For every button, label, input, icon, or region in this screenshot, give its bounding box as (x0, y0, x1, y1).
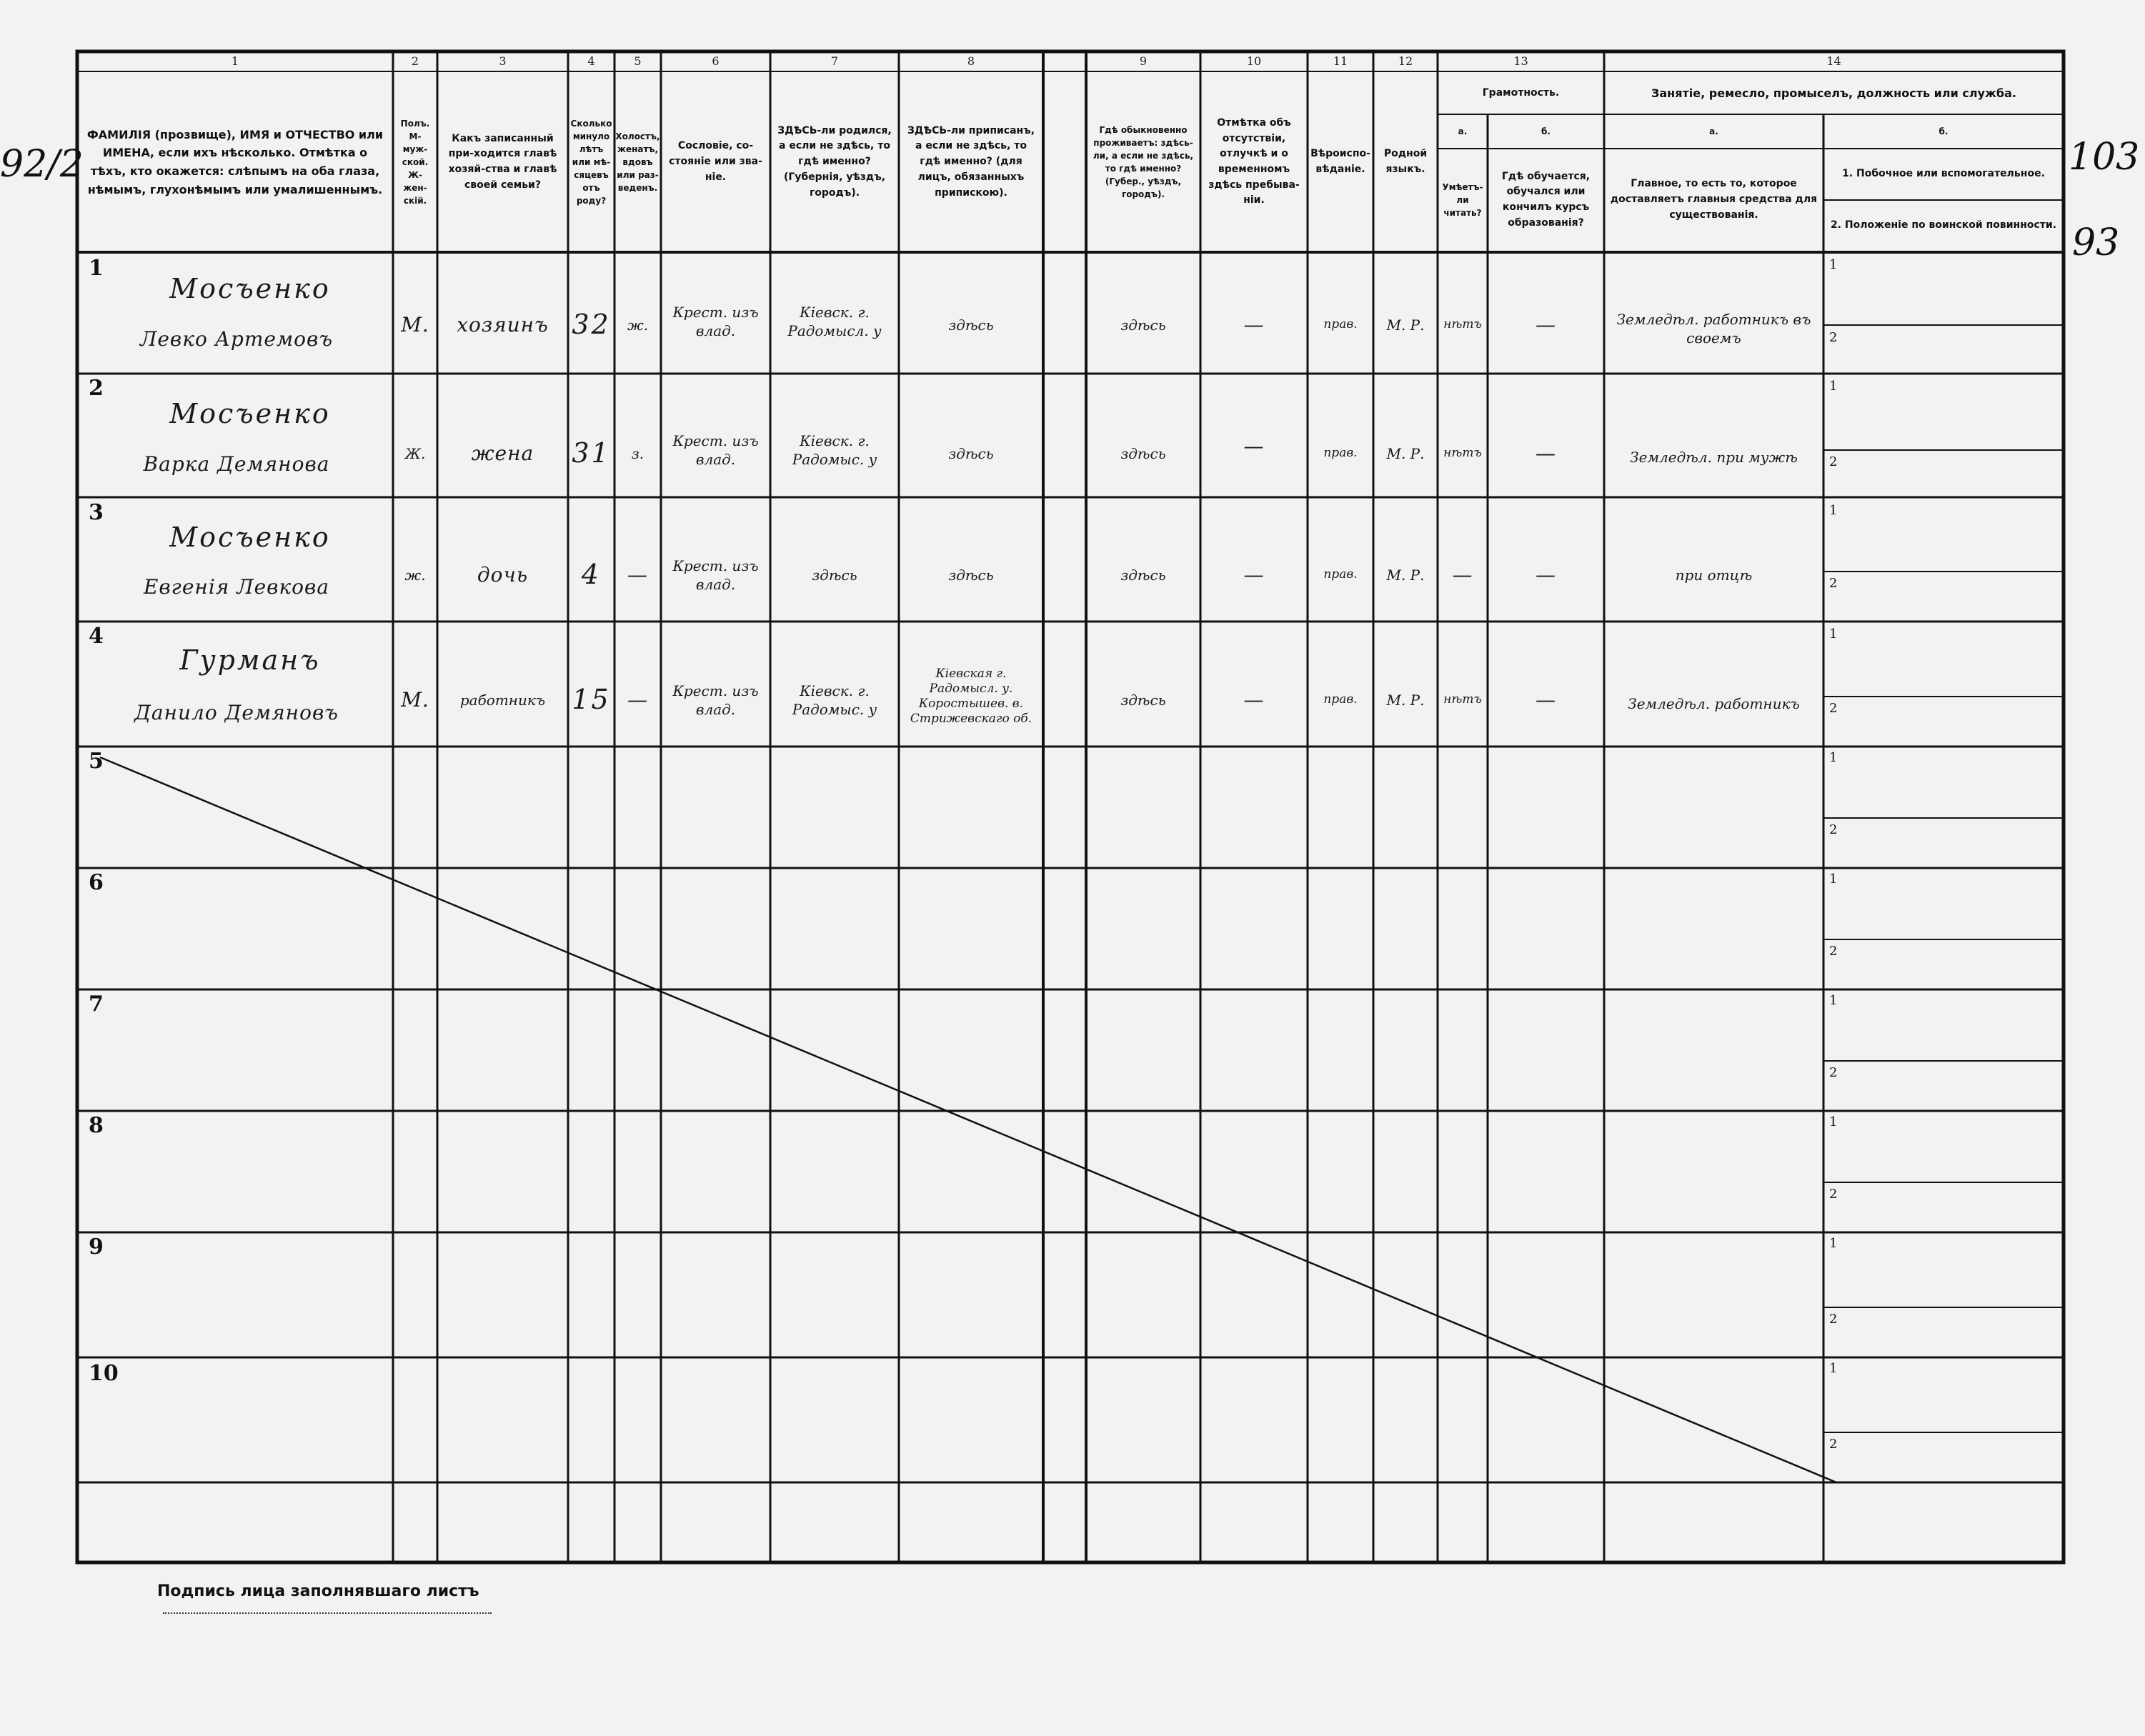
column-number: 4 (587, 54, 595, 68)
entry-sex: ж. (404, 567, 426, 584)
subrow-label: 1 (1829, 1114, 1838, 1129)
header-can-read: Умѣетъ-ли читать? (1442, 182, 1483, 218)
header-literacy-a-letter: а. (1458, 126, 1468, 136)
entry-occupation: Земледѣл. при мужѣ (1630, 449, 1798, 466)
entry-relation: хозяинъ (457, 312, 549, 336)
subrow-label: 2 (1829, 1187, 1838, 1202)
entry-marital: — (627, 562, 648, 587)
entry-language: М. Р. (1386, 445, 1425, 462)
header-absence: Отмѣтка объ отсутствіи, отлучкѣ и о временномъ здѣсь пребыва-ніи. (1208, 116, 1300, 206)
header-literacy-b-letter: б. (1541, 126, 1551, 136)
entry-birthplace: Кiевск. г. Радомысл. у (787, 304, 882, 339)
entry-birthplace: здѣсь (812, 567, 857, 584)
row-number: 7 (89, 992, 104, 1017)
entry-registration: здѣсь (948, 316, 994, 334)
entry-sex: М. (401, 312, 429, 336)
subrow-label: 2 (1829, 1312, 1838, 1327)
column-number: 9 (1139, 54, 1148, 68)
column-number: 8 (967, 54, 975, 68)
row-number: 3 (89, 500, 104, 525)
subrow-label: 2 (1829, 1437, 1838, 1452)
entry-residence: здѣсь (1120, 692, 1166, 709)
header-relation: Какъ записанный при-ходится главѣ хозяй-ства и главѣ своей семьи? (448, 132, 557, 191)
entry-relation: жена (471, 441, 534, 465)
subrow-label: 1 (1829, 750, 1838, 765)
header-literacy: Грамотность. (1482, 87, 1560, 99)
column-number: 1 (231, 54, 239, 68)
subrow-label: 2 (1829, 330, 1838, 345)
entry-residence: здѣсь (1120, 445, 1166, 462)
entry-occupation: при отцѣ (1675, 567, 1753, 584)
entry-registration: здѣсь (948, 567, 994, 584)
margin-note-right: 93 (2072, 221, 2120, 264)
entry-given-name: Евгенія Левкова (143, 574, 330, 599)
column-number: 7 (830, 54, 839, 68)
entry-occupation: Земледѣл. работникъ (1628, 695, 1800, 712)
column-number: 6 (712, 54, 720, 68)
row-number: 6 (89, 870, 104, 895)
entry-sex: М. (401, 687, 429, 712)
header-registration: ЗДѢСЬ-ли приписанъ, а если не здѣсь, то гдѣ именно? (для лицъ, обязанныхъ припискою). (907, 124, 1035, 199)
entry-marital: — (627, 687, 648, 712)
header-name: ФАМИЛІЯ (прозвище), ИМЯ и ОТЧЕСТВО или ИМЕНА, если ихъ нѣсколько. Отмѣтка о тѣхъ, кто окажется: слѣпымъ на оба глаза, нѣмымъ, глухонѣмымъ или умалишеннымъ. (86, 127, 384, 196)
column-number: 10 (1246, 54, 1262, 68)
subrow-label: 2 (1829, 576, 1838, 591)
row-number: 5 (89, 749, 104, 774)
entry-relation: дочь (477, 562, 529, 587)
header-marital: Холостъ, женатъ, вдовъ или раз-веденъ. (615, 131, 660, 193)
entry-absence: — (1243, 434, 1265, 458)
entry-birthplace: Кiевск. г. Радомыс. у (792, 432, 877, 468)
row-number: 8 (89, 1113, 104, 1138)
column-number: 3 (499, 54, 507, 68)
entry-can-read: нѣтъ (1443, 446, 1482, 461)
entry-absence: — (1243, 312, 1265, 336)
entry-surname: Мосъенко (169, 522, 331, 554)
header-occupation: Занятіе, ремесло, промыселъ, должность или служба. (1651, 86, 2016, 101)
row-number: 2 (89, 376, 104, 401)
entry-religion: прав. (1323, 446, 1358, 461)
entry-absence: — (1243, 687, 1265, 712)
signature-label: Подпись лица заполнявшаго листъ (157, 1582, 479, 1600)
entry-age: 15 (572, 684, 611, 716)
entry-surname: Мосъенко (169, 398, 331, 430)
entry-can-read: нѣтъ (1443, 317, 1482, 332)
entry-occupation: Земледѣл. работникъ въ своемъ (1616, 311, 1811, 346)
column-number: 11 (1333, 54, 1348, 68)
subrow-label: 1 (1829, 1236, 1838, 1251)
entry-age: 31 (572, 437, 611, 469)
entry-surname: Гурманъ (179, 644, 321, 677)
row-number: 10 (89, 1361, 119, 1386)
entry-age: 4 (581, 559, 602, 591)
subrow-separators (1823, 325, 2064, 1432)
column-number: 12 (1398, 54, 1413, 68)
entry-birthplace: Кiевск. г. Радомыс. у (792, 682, 877, 718)
subrow-label: 2 (1829, 822, 1838, 837)
subrow-label: 1 (1829, 379, 1838, 394)
subrow-label: 1 (1829, 503, 1838, 518)
entry-can-read: нѣтъ (1443, 692, 1482, 707)
margin-note-right-top: 103 (2069, 136, 2140, 179)
entry-sex: Ж. (404, 445, 426, 462)
entry-marital: з. (631, 445, 645, 462)
subrow-label: 1 (1829, 1361, 1838, 1376)
entry-marital: ж. (627, 316, 649, 334)
entry-religion: прав. (1323, 317, 1358, 332)
subrow-label: 2 (1829, 701, 1838, 716)
entry-given-name: Левко Артемовъ (140, 326, 333, 351)
row-number: 9 (89, 1234, 104, 1259)
column-number: 2 (411, 54, 419, 68)
row-number: 4 (89, 624, 104, 649)
entry-residence: здѣсь (1120, 316, 1166, 334)
strike-diagonal (100, 757, 1836, 1482)
entry-residence: здѣсь (1120, 567, 1166, 584)
header-military-status: 2. Положеніе по воинской повинности. (1830, 219, 2057, 231)
entry-absence: — (1243, 562, 1265, 587)
margin-note-left: 92/2 (0, 143, 84, 186)
entry-education: — (1536, 562, 1556, 587)
column-number: 14 (1826, 54, 1841, 68)
header-main-occupation: Главное, то есть то, которое доставляетъ главныя средства для существованія. (1610, 178, 1818, 221)
signature-line (157, 1582, 800, 1618)
entry-estate: Крест. изъ влад. (672, 557, 759, 593)
entry-age: 32 (572, 309, 611, 341)
entry-given-name: Варка Демянова (143, 452, 330, 476)
subrow-label: 1 (1829, 993, 1838, 1008)
header-secondary-occupation: 1. Побочное или вспомогательное. (1842, 168, 2045, 180)
header-religion: Вѣроиспо-вѣданіе. (1310, 148, 1370, 175)
entry-can-read: — (1452, 562, 1473, 587)
entry-surname: Мосъенко (169, 273, 331, 305)
subrow-label: 1 (1829, 257, 1838, 272)
header-occupation-a-letter: а. (1709, 126, 1718, 136)
entry-relation: работникъ (459, 692, 546, 709)
subrow-label: 1 (1829, 872, 1838, 887)
header-language: Родной языкъ. (1383, 148, 1428, 175)
signature-blank[interactable] (163, 1610, 492, 1614)
entry-estate: Крест. изъ влад. (672, 682, 759, 718)
header-estate: Сословіе, со-стояніе или зва-ніе. (669, 140, 762, 183)
header-occupation-b-letter: б. (1939, 126, 1949, 136)
entry-religion: прав. (1323, 692, 1358, 707)
entry-estate: Крест. изъ влад. (672, 304, 759, 339)
header-birthplace: ЗДѢСЬ-ли родился, а если не здѣсь, то гдѣ именно? (Губернія, уѣздъ, городъ). (777, 124, 892, 199)
entry-language: М. Р. (1386, 692, 1425, 709)
entry-given-name: Данило Демяновъ (134, 700, 339, 724)
entry-estate: Крест. изъ влад. (672, 432, 759, 468)
subrow-label: 2 (1829, 944, 1838, 959)
subrow-label: 2 (1829, 454, 1838, 469)
entry-education: — (1536, 687, 1556, 712)
entry-language: М. Р. (1386, 567, 1425, 584)
entry-education: — (1536, 441, 1556, 465)
entry-registration: Кiевская г. Радомысл. у. Коростышев. в. Стрижевскаго об. (910, 666, 1032, 727)
column-number: 5 (634, 54, 642, 68)
row-number: 1 (89, 256, 104, 281)
entry-language: М. Р. (1386, 316, 1425, 334)
header-age: Сколько минуло лѣтъ или мѣ-сяцевъ отъ роду? (570, 119, 612, 206)
column-separators (393, 51, 1823, 1562)
subrow-label: 2 (1829, 1065, 1838, 1080)
header-education: Гдѣ обучается, обучался или кончилъ курсъ образованія? (1501, 170, 1591, 229)
entry-registration: здѣсь (948, 445, 994, 462)
header-residence: Гдѣ обыкновенно проживаетъ: здѣсь-ли, а если не здѣсь, то гдѣ именно? (Губер., уѣздъ, городъ). (1093, 125, 1194, 199)
subrow-label: 1 (1829, 627, 1838, 642)
entry-education: — (1536, 312, 1556, 336)
header-sex: Полъ. М-муж-ской. Ж-жен-скій. (400, 119, 430, 206)
column-number: 13 (1513, 54, 1528, 68)
entry-religion: прав. (1323, 567, 1358, 582)
